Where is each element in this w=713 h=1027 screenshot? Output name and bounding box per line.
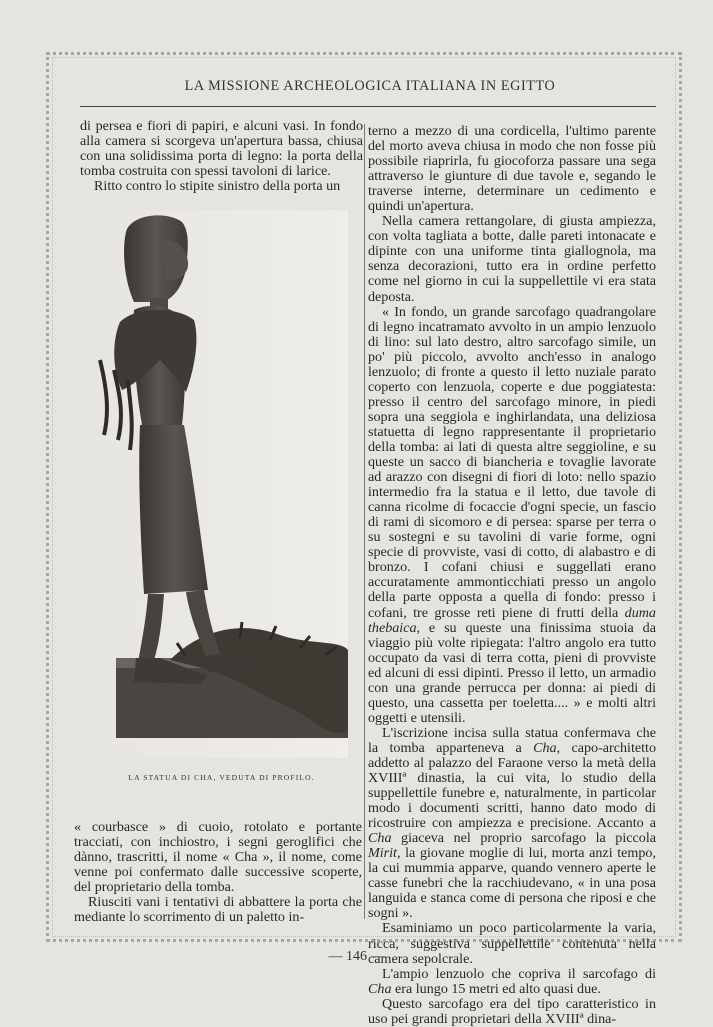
paragraph: Questo sarcofago era del tipo caratteristico in uso pei grandi proprietari della XVIIIª dina-: [368, 995, 656, 1027]
paragraph: [368, 967, 656, 997]
paragraph: Nella camera rettangolare, di giusta ampiezza, con volta tagliata a botte, dalle pareti intonacate e dipinte con una uniforme tinta giallognola, ma senza decorazioni, tutto era in ordine perfetto come nel giorno in cui la suppellettile vi era stata deposta.: [368, 213, 656, 305]
paragraph: Ritto contro lo stipite sinistro della porta un: [94, 178, 341, 195]
text-run: era lungo 15 metri ed alto quasi due.: [395, 980, 601, 997]
right-column: [368, 124, 656, 1027]
figure-caption: LA STATUA DI CHA, VEDUTA DI PROFILO.: [128, 773, 315, 782]
text-run: L'iscrizione incisa sulla statua confermava che la tomba apparteneva a: [368, 724, 656, 756]
italic-text: Cha: [368, 980, 392, 997]
statue-of-cha-image: [90, 210, 348, 758]
italic-text: Mirit: [368, 845, 397, 862]
text-run: L'ampio lenzuolo che copriva il sarcofago di: [382, 965, 656, 982]
column-rule: [364, 124, 365, 919]
paragraph: [368, 305, 656, 726]
text-run: , e su queste una finissima stuoia da viaggio più volte ripiegata: l'altro angolo era tutto occupato da vasi di terra cotta, pieni di provviste ed alcuni di essi dipinti. Presso il letto, un armadio con una grande perrucca per donna: ai piedi di questo, una cassetta per toeletta.... » e molti altri oggetti e utensili.: [368, 619, 656, 726]
text-run: , capo-architetto addetto al palazzo del Faraone verso la metà della XVIIIª dinastia, la cui vita, lo studio della suppellettile funebre e, naturalmente, in particolar modo i documenti scritti, hanno dato modo di ricostruire con ampiezza e precisione. Accanto a: [368, 739, 656, 832]
paragraph: di persea e fiori di papiri, e alcuni vasi. In fondo alla camera si scorgeva un'apertura bassa, chiusa con una solidissima porta di legno: la porta della tomba costruita con spessi tavoloni di larice.: [80, 118, 363, 180]
text-run: « In fondo, un grande sarcofago quadrangolare di legno incatramato avvolto in un ampio lenzuolo di lino: sul lato destro, altro sarcofago simile, un po' più piccolo, avvolto anch'esso in analogo lenzuolo; di fronte a questo il letto nuziale parato coperto con lenzuola, coperte e due poggiatesta: presso il centro del sarcofago minore, in piedi sopra una seggiola e inghirlandata, una deliziosa statuetta di legno rappresentante il proprietario della tomba: ai lati di questa altre seggioline, e su queste un sacco di biancheria e tovaglie lavorate ad arazzo con disegni di fiori di loto: nello spazio intermedio fra la statua e il letto, due tavole di canna ricolme di focaccie d'ogni specie, un fascio di rami di sicomoro e di persea: sparse per terra o su sostegni e su tavolini di varie forme, ogni specie di provviste, vasi di cotto, di alabastro e di bronzo. I cofani chiusi e suggellati erano accuratamente ammonticchiati presso un angolo della parte opposta a quella di fondo: presso i cofani, tre grosse reti piene di frutti della: [368, 303, 656, 621]
running-header: LA MISSIONE ARCHEOLOGICA ITALIANA IN EGITTO: [184, 78, 556, 94]
paragraph: terno a mezzo di una cordicella, l'ultimo parente del morto aveva chiusa in modo che non fosse più possibile riaprirla, fu giocoforza passare una sega attraverso le giunture di due tavole e, segando le traverse interne, determinare un cedimento e quindi un'apertura.: [368, 123, 656, 215]
paragraph: Riusciti vani i tentativi di abbattere la porta che mediante lo scorrimento di un paletto in-: [74, 894, 362, 926]
left-column-bottom: [74, 820, 362, 925]
paragraph: « courbasce » di cuoio, rotolato e portante tracciati, con inchiostro, i segni geroglifici che dànno, trascritti, il nome « Cha », il nome, come venne poi confermato dalle successive scoperte, del proprietario della tomba.: [74, 819, 362, 896]
statue-photograph: [90, 210, 348, 758]
left-column-top: [80, 119, 363, 194]
text-run: , la giovane moglie di lui, morta anzi tempo, la cui mummia apparve, quando vennero aperte le casse funebri che la racchiudevano, « in una posa languida e stanca come di persona che riposi e che sogni ».: [368, 845, 656, 922]
italic-text: Cha: [533, 739, 557, 756]
page-number: — 146 —: [328, 949, 385, 964]
italic-text: Cha: [368, 830, 392, 847]
paragraph: [368, 726, 656, 922]
italic-text: duma thebaica: [368, 604, 656, 636]
text-run: giaceva nel proprio sarcofago la piccola: [401, 830, 657, 847]
paragraph: Esaminiamo un poco particolarmente la varia, ricca, suggestiva suppellettile contenuta nella camera sepolcrale.: [368, 920, 656, 967]
header-rule: [80, 106, 656, 107]
